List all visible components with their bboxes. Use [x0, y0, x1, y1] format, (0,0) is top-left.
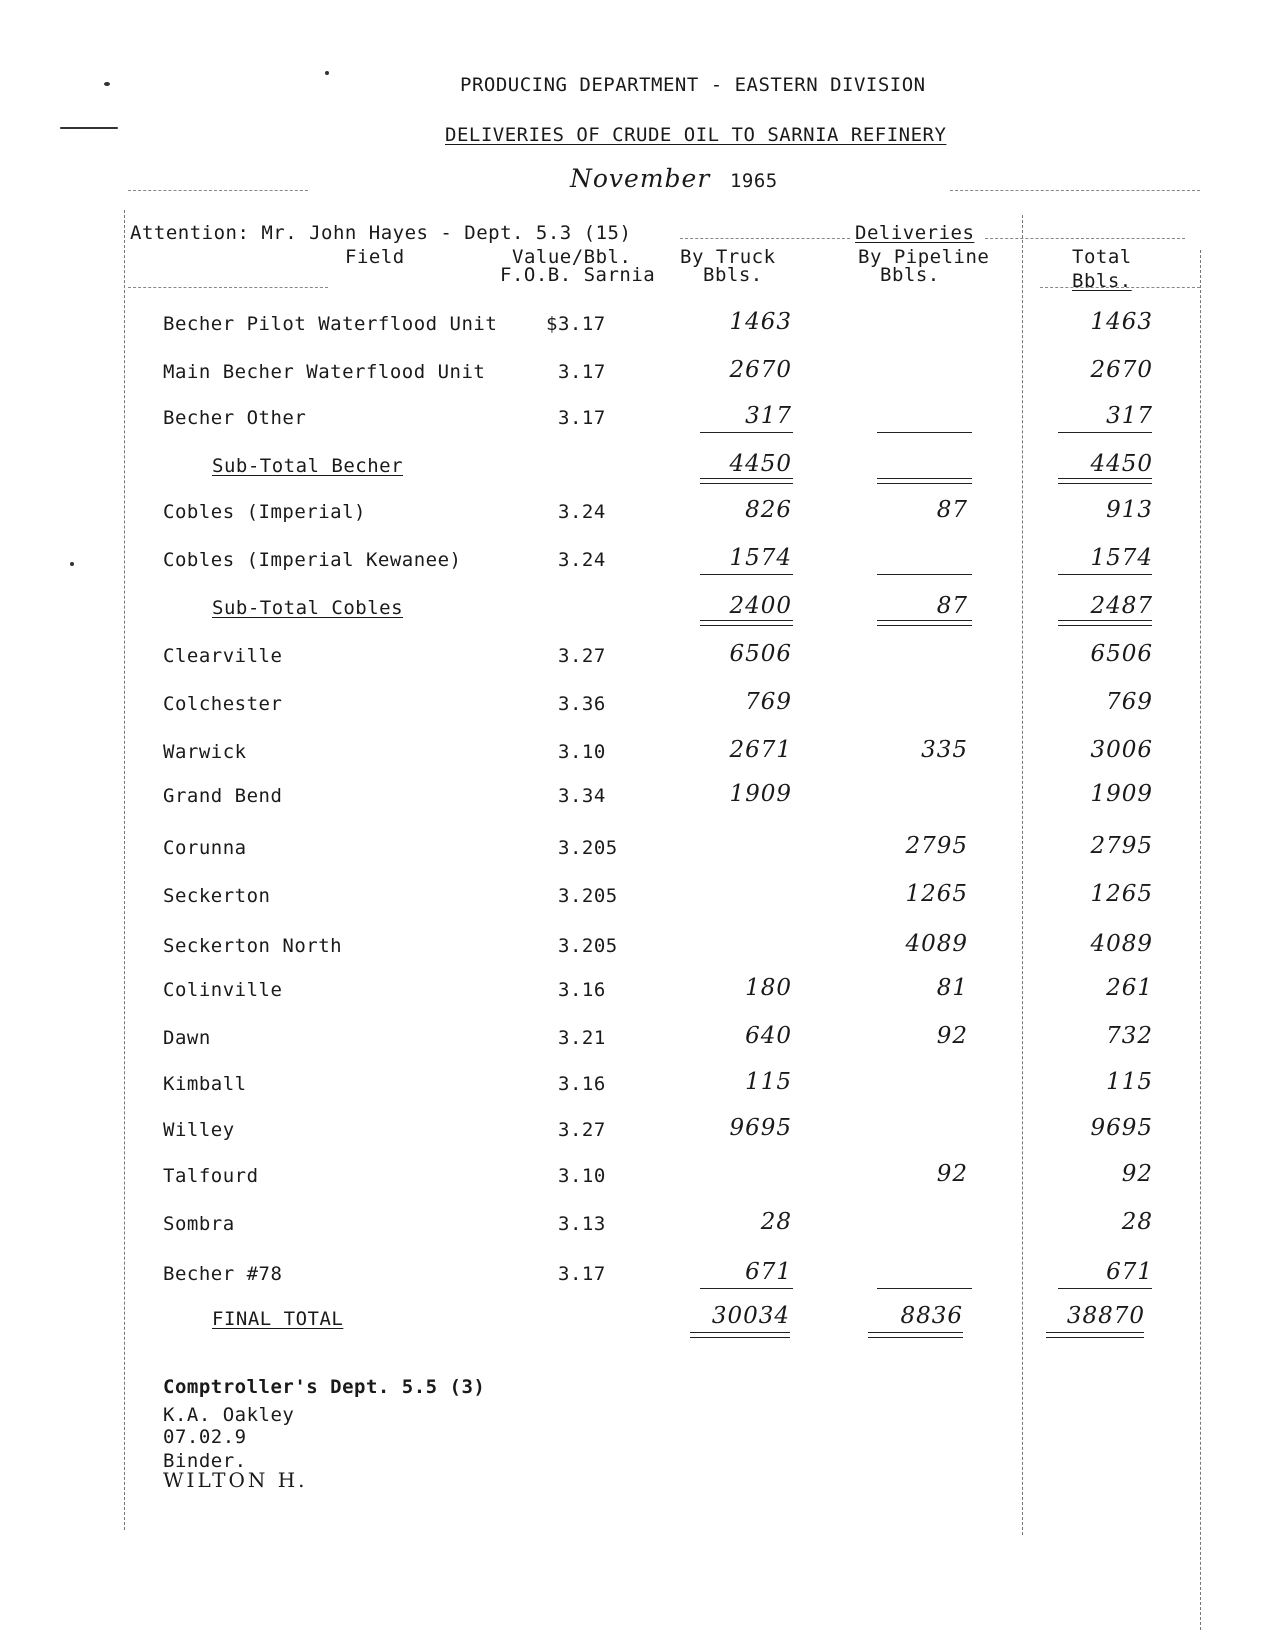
- total-bbls: 732: [1106, 1023, 1153, 1049]
- field-name: Seckerton: [163, 885, 271, 907]
- total-underline: [1058, 574, 1152, 575]
- field-name: Clearville: [163, 645, 283, 667]
- pipeline-double-underline: [877, 478, 972, 484]
- total-bbls: 3006: [1090, 737, 1153, 763]
- value-per-bbl: 3.24: [558, 501, 606, 523]
- value-per-bbl: 3.21: [558, 1027, 606, 1049]
- value-per-bbl: 3.36: [558, 693, 606, 715]
- pipeline-bbls: 4089: [905, 931, 968, 957]
- value-per-bbl: 3.10: [558, 741, 606, 763]
- col-truck-header-1: By Truck: [680, 246, 776, 268]
- attention-line: Attention: Mr. John Hayes - Dept. 5.3 (15): [130, 222, 632, 244]
- field-name: Cobles (Imperial): [163, 501, 366, 523]
- col-truck-header-2: Bbls.: [703, 264, 763, 286]
- truck-bbls: 2671: [729, 737, 792, 763]
- value-per-bbl: 3.27: [558, 1119, 606, 1141]
- field-name: Talfourd: [163, 1165, 259, 1187]
- report-title: DELIVERIES OF CRUDE OIL TO SARNIA REFINERY: [445, 124, 947, 146]
- value-per-bbl: 3.205: [558, 935, 618, 957]
- total-bbls: 4089: [1090, 931, 1153, 957]
- value-per-bbl: 3.27: [558, 645, 606, 667]
- final-total-truck: 30034: [711, 1303, 790, 1329]
- truck-bbls: 769: [745, 689, 792, 715]
- total-bbls: 2487: [1090, 593, 1153, 619]
- col-value-header-1: Value/Bbl.: [512, 246, 632, 268]
- truck-bbls: 1909: [729, 781, 792, 807]
- total-bbls: 2795: [1090, 833, 1153, 859]
- truck-bbls: 4450: [729, 451, 792, 477]
- subtotal-label: Sub-Total Cobles: [212, 597, 404, 619]
- total-bbls: 28: [1121, 1209, 1153, 1235]
- distribution-handwritten-name: WILTON H.: [163, 1468, 308, 1492]
- pipeline-underline: [877, 1288, 972, 1289]
- total-bbls: 1265: [1090, 881, 1153, 907]
- total-bbls: 115: [1106, 1069, 1153, 1095]
- truck-bbls: 115: [745, 1069, 792, 1095]
- total-bbls: 1463: [1090, 309, 1153, 335]
- field-name: Becher #78: [163, 1263, 283, 1285]
- pipeline-bbls: 81: [936, 975, 968, 1001]
- field-name: Seckerton North: [163, 935, 343, 957]
- subtotal-label: Sub-Total Becher: [212, 455, 404, 477]
- total-double-underline: [1058, 620, 1152, 626]
- total-bbls: 92: [1121, 1161, 1153, 1187]
- pipeline-bbls: 87: [936, 593, 968, 619]
- deliveries-header: Deliveries: [855, 222, 975, 244]
- value-per-bbl: 3.205: [558, 885, 618, 907]
- pipeline-bbls: 92: [936, 1161, 968, 1187]
- field-name: Colinville: [163, 979, 283, 1001]
- total-bbls: 1574: [1090, 545, 1153, 571]
- pipeline-bbls: 87: [936, 497, 968, 523]
- truck-bbls: 28: [760, 1209, 792, 1235]
- distribution-binder: Binder.: [163, 1450, 247, 1472]
- total-bbls: 261: [1106, 975, 1153, 1001]
- field-name: Colchester: [163, 693, 283, 715]
- truck-bbls: 640: [745, 1023, 792, 1049]
- report-date: [570, 164, 778, 193]
- truck-bbls: 1463: [729, 309, 792, 335]
- pipeline-bbls: 92: [936, 1023, 968, 1049]
- total-bbls: 671: [1106, 1259, 1153, 1285]
- field-name: Sombra: [163, 1213, 235, 1235]
- truck-bbls: 2670: [729, 357, 792, 383]
- truck-double-underline: [700, 620, 793, 626]
- total-bbls: 1909: [1090, 781, 1153, 807]
- field-name: Becher Pilot Waterflood Unit: [163, 313, 498, 335]
- pipeline-bbls: 2795: [905, 833, 968, 859]
- truck-underline: [700, 1288, 793, 1289]
- distribution-comptroller: Comptroller's Dept. 5.5 (3): [163, 1376, 486, 1398]
- value-per-bbl: 3.205: [558, 837, 618, 859]
- total-underline: [1058, 432, 1152, 433]
- field-name: Becher Other: [163, 407, 307, 429]
- value-per-bbl: $3.17: [546, 313, 606, 335]
- col-field-header: Field: [345, 246, 405, 268]
- pipeline-underline: [877, 432, 972, 433]
- final-total-pipeline: 8836: [900, 1303, 963, 1329]
- value-per-bbl: 3.10: [558, 1165, 606, 1187]
- col-value-header-2: F.O.B. Sarnia: [500, 264, 656, 286]
- value-per-bbl: 3.16: [558, 1073, 606, 1095]
- total-bbls: 317: [1106, 403, 1153, 429]
- field-name: Warwick: [163, 741, 247, 763]
- value-per-bbl: 3.13: [558, 1213, 606, 1235]
- field-name: Corunna: [163, 837, 247, 859]
- field-name: Kimball: [163, 1073, 247, 1095]
- truck-underline: [700, 574, 793, 575]
- truck-bbls: 9695: [729, 1115, 792, 1141]
- field-name: Willey: [163, 1119, 235, 1141]
- truck-bbls: 2400: [729, 593, 792, 619]
- truck-bbls: 671: [745, 1259, 792, 1285]
- total-bbls: 6506: [1090, 641, 1153, 667]
- pipeline-bbls: 1265: [905, 881, 968, 907]
- value-per-bbl: 3.17: [558, 361, 606, 383]
- value-per-bbl: 3.17: [558, 407, 606, 429]
- truck-bbls: 1574: [729, 545, 792, 571]
- field-name: Main Becher Waterflood Unit: [163, 361, 486, 383]
- field-name: Dawn: [163, 1027, 211, 1049]
- col-total-header-2: Bbls.: [1072, 270, 1132, 292]
- pipeline-double-underline: [877, 620, 972, 626]
- value-per-bbl: 3.24: [558, 549, 606, 571]
- pipeline-bbls: 335: [921, 737, 968, 763]
- distribution-code: 07.02.9: [163, 1426, 247, 1448]
- total-bbls: 913: [1106, 497, 1153, 523]
- report-month: November: [570, 164, 711, 193]
- truck-bbls: 6506: [729, 641, 792, 667]
- field-name: Cobles (Imperial Kewanee): [163, 549, 462, 571]
- total-bbls: 9695: [1090, 1115, 1153, 1141]
- total-double-underline: [1058, 478, 1152, 484]
- distribution-oakley: K.A. Oakley: [163, 1404, 295, 1426]
- truck-bbls: 180: [745, 975, 792, 1001]
- total-bbls: 2670: [1090, 357, 1153, 383]
- total-underline: [1058, 1288, 1152, 1289]
- value-per-bbl: 3.34: [558, 785, 606, 807]
- col-total-header-1: Total: [1072, 246, 1132, 268]
- final-total-label: FINAL TOTAL: [212, 1308, 344, 1330]
- total-bbls: 769: [1106, 689, 1153, 715]
- final-total-total: 38870: [1066, 1303, 1145, 1329]
- col-pipeline-header-1: By Pipeline: [858, 246, 990, 268]
- col-pipeline-header-2: Bbls.: [880, 264, 940, 286]
- truck-underline: [700, 432, 793, 433]
- total-bbls: 4450: [1090, 451, 1153, 477]
- pipeline-underline: [877, 574, 972, 575]
- value-per-bbl: 3.17: [558, 1263, 606, 1285]
- truck-double-underline: [700, 478, 793, 484]
- report-year: 1965: [729, 170, 778, 192]
- truck-bbls: 826: [745, 497, 792, 523]
- field-name: Grand Bend: [163, 785, 283, 807]
- department-heading: PRODUCING DEPARTMENT - EASTERN DIVISION: [460, 74, 926, 96]
- truck-bbls: 317: [745, 403, 792, 429]
- value-per-bbl: 3.16: [558, 979, 606, 1001]
